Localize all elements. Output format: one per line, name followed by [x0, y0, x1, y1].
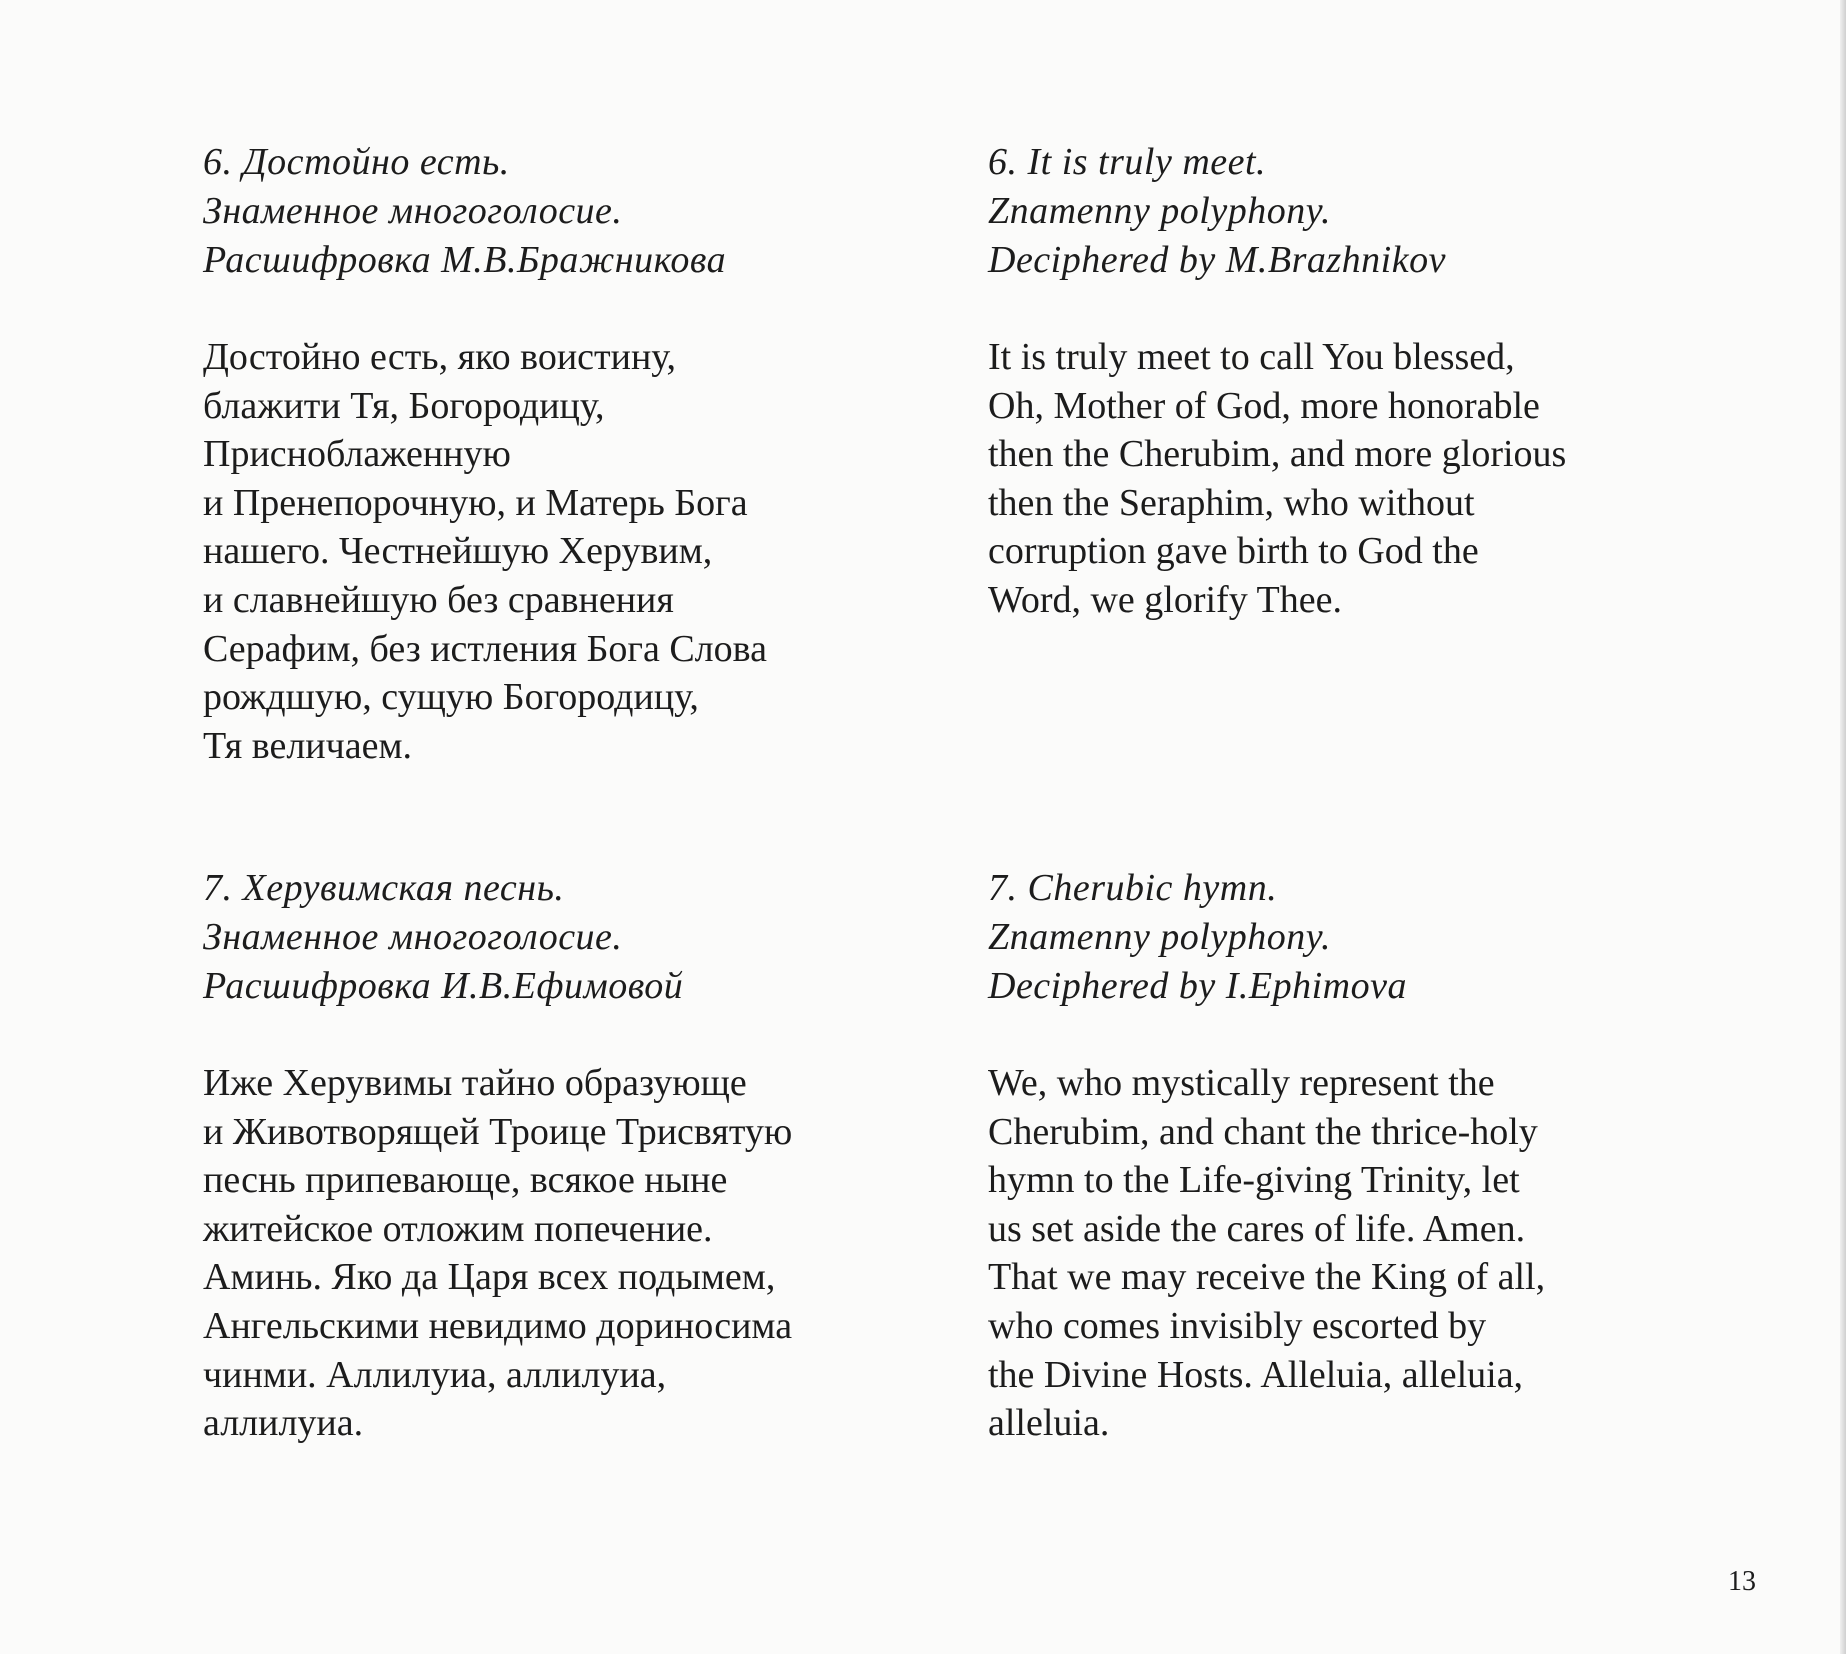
text-line: аллилуиа. — [203, 1402, 364, 1445]
heading-line: Знаменное многоголосие. — [203, 916, 623, 958]
text-line: и Пренепорочную, и Матерь Бога — [203, 481, 748, 524]
heading-line: Расшифровка И.В.Ефимовой — [203, 965, 684, 1007]
text-line: житейское отложим попечение. — [203, 1207, 713, 1250]
text-line: Аминь. Яко да Царя всех подымем, — [203, 1256, 776, 1299]
text-line: then the Cherubim, and more glorious — [988, 433, 1567, 476]
text-line: Oh, Mother of God, more honorable — [988, 384, 1540, 427]
section-6-en-heading — [988, 138, 1728, 285]
section-7-en-text — [988, 1059, 1728, 1448]
text-line: who comes invisibly escorted by — [988, 1304, 1487, 1347]
text-line: Присноблаженную — [203, 433, 511, 476]
heading-line: Deciphered by I.Ephimova — [988, 965, 1407, 1007]
text-line: hymn to the Life-giving Trinity, let — [988, 1159, 1520, 1202]
heading-line: 6. Достойно есть. — [203, 141, 510, 183]
text-line: the Divine Hosts. Alleluia, alleluia, — [988, 1353, 1524, 1396]
text-line: Word, we glorify Thee. — [988, 578, 1342, 621]
page-number: 13 — [1728, 1566, 1756, 1597]
section-7-ru-text — [203, 1059, 943, 1448]
text-line: alleluia. — [988, 1402, 1110, 1445]
text-line: блажити Тя, Богородицу, — [203, 384, 605, 427]
text-line: That we may receive the King of all, — [988, 1256, 1546, 1299]
section-7-ru-heading — [203, 864, 943, 1011]
text-line: рождшую, сущую Богородицу, — [203, 676, 699, 719]
text-line: then the Seraphim, who without — [988, 481, 1475, 524]
heading-line: Znamenny polyphony. — [988, 190, 1332, 232]
text-line: Cherubim, and chant the thrice-holy — [988, 1110, 1538, 1153]
section-7-russian — [203, 864, 943, 1448]
text-line: и славнейшую без сравнения — [203, 578, 674, 621]
text-line: нашего. Честнейшую Херувим, — [203, 530, 713, 573]
text-line: Тя величаем. — [203, 724, 413, 767]
section-6-ru-text — [203, 333, 943, 770]
heading-line: Расшифровка М.В.Бражникова — [203, 239, 727, 281]
text-line: чинми. Аллилуиа, аллилуиа, — [203, 1353, 667, 1396]
text-line: и Животворящей Троице Трисвятую — [203, 1110, 793, 1153]
heading-line: Знаменное многоголосие. — [203, 190, 623, 232]
heading-line: Deciphered by M.Brazhnikov — [988, 239, 1446, 281]
section-6-english — [988, 138, 1728, 625]
text-line: Иже Херувимы тайно образующе — [203, 1062, 747, 1104]
section-6-ru-heading — [203, 138, 943, 285]
heading-line: 7. Херувимская песнь. — [203, 867, 565, 909]
section-6-en-text — [988, 333, 1728, 625]
section-7-en-heading — [988, 864, 1728, 1011]
heading-line: 6. It is truly meet. — [988, 141, 1267, 183]
page-edge — [1840, 0, 1846, 1654]
text-line: us set aside the cares of life. Amen. — [988, 1207, 1526, 1250]
section-7-english — [988, 864, 1728, 1448]
section-6-russian — [203, 138, 943, 770]
text-line: песнь припевающе, всякое ныне — [203, 1159, 728, 1202]
heading-line: 7. Cherubic hymn. — [988, 867, 1278, 909]
text-line: Достойно есть, яко воистину, — [203, 336, 676, 378]
text-line: We, who mystically represent the — [988, 1062, 1495, 1104]
text-line: Ангельскими невидимо дориносима — [203, 1304, 793, 1347]
text-line: corruption gave birth to God the — [988, 530, 1479, 573]
text-line: It is truly meet to call You blessed, — [988, 336, 1515, 378]
heading-line: Znamenny polyphony. — [988, 916, 1332, 958]
text-line: Серафим, без истления Бога Слова — [203, 627, 767, 670]
